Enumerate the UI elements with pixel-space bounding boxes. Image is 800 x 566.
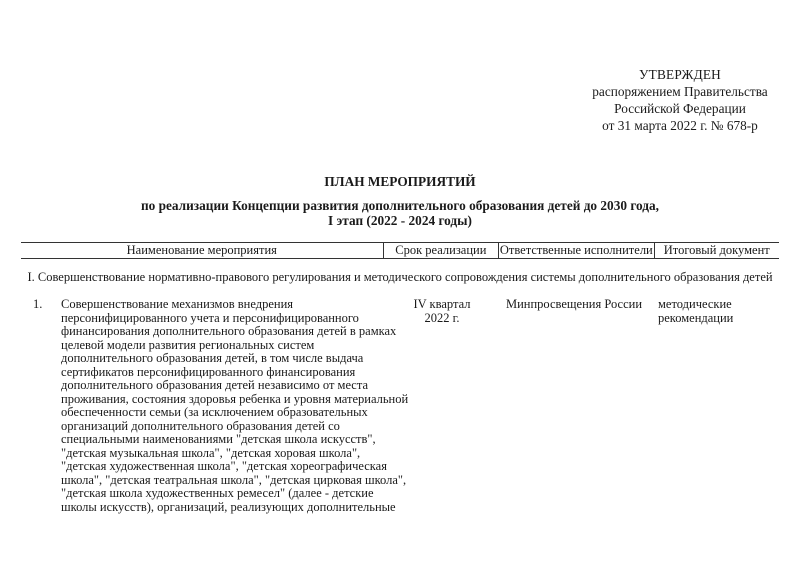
column-header-responsible: Ответственные исполнители [499, 243, 653, 257]
activity-line: дополнительного образования детей независимо от места [61, 378, 369, 392]
row-responsible: Минпросвещения России [506, 297, 643, 311]
activity-line: "детская школа художественных ремесел" (далее - детские [61, 486, 374, 500]
row-activity-name [61, 297, 409, 514]
activity-line: финансирования дополнительного образования детей в рамках [61, 324, 397, 338]
row-number: 1. [33, 297, 43, 311]
row-term [400, 298, 484, 325]
activity-line: специальными наименованиями "детская школа искусств", [61, 432, 376, 446]
plan-subtitle-line: по реализации Концепции развития дополнительного образования детей до 2030 года, [140, 198, 659, 213]
approval-line: распоряжением Правительства [592, 84, 768, 99]
row-final-document [658, 298, 733, 325]
approval-stamp [560, 66, 800, 134]
activity-line: персонифицированного учета и персонифицированного [61, 310, 359, 325]
plan-title: ПЛАН МЕРОПРИЯТИЙ [324, 174, 476, 189]
approval-date-line: от 31 марта 2022 г. № 678-р [602, 118, 758, 133]
section-title: I. Совершенствование нормативно-правового регулирования и методического сопровождения системы дополнительного образования детей [27, 270, 773, 284]
term-line: IV квартал [413, 297, 471, 311]
approval-line: Российской Федерации [614, 101, 746, 116]
activity-line: "детская художественная школа", "детская хореографическая [61, 459, 387, 473]
term-line: 2022 г. [424, 310, 460, 325]
table-header [21, 242, 779, 259]
plan-subtitle [0, 198, 800, 228]
plan-subtitle-line: I этап (2022 - 2024 годы) [328, 213, 472, 228]
column-header-term: Срок реализации [383, 243, 499, 258]
document-line: рекомендации [658, 310, 734, 325]
activity-line: Совершенствование механизмов внедрения [61, 297, 294, 311]
activity-line: целевой модели развития региональных систем [61, 337, 315, 352]
document-line: методические [658, 297, 732, 311]
activity-line: школы искусств), организаций, реализующих дополнительные [61, 499, 396, 514]
activity-line: "детская музыкальная школа", "детская хоровая школа", [61, 445, 361, 460]
approval-heading: УТВЕРЖДЕН [639, 67, 721, 82]
activity-line: сертификатов персонифицированного финансирования [61, 364, 356, 379]
activity-line: обеспеченности семьи (за исключением образовательных [61, 405, 368, 419]
activity-line: проживания, состояния здоровья ребенка и уровня материальной [61, 391, 409, 406]
column-header-name: Наименование мероприятия [126, 243, 277, 257]
activity-line: дополнительного образования детей, в том числе выдача [61, 351, 364, 365]
column-header-document: Итоговый документ [654, 243, 780, 258]
activity-line: школа", "детская театральная школа", "детская цирковая школа", [61, 472, 407, 487]
activity-line: организаций дополнительного образования детей со [61, 418, 340, 433]
